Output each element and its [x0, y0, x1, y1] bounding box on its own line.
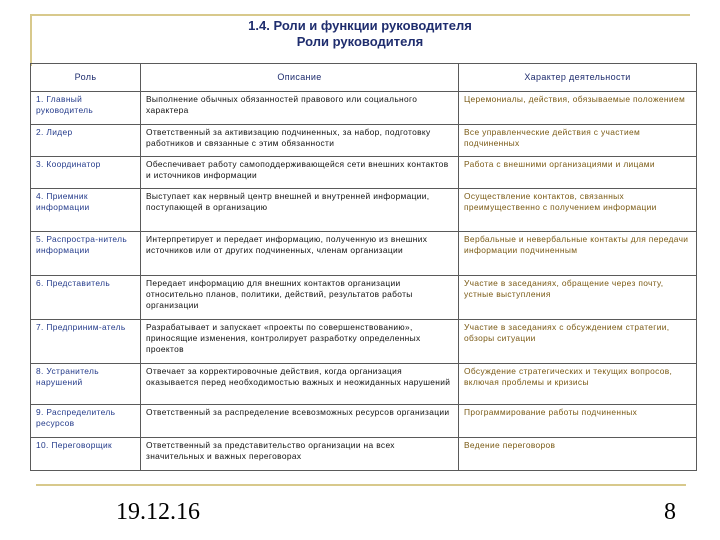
top-rule: [30, 14, 690, 16]
role-cell: 7. Предприним-атель: [31, 320, 141, 364]
table-row: [31, 364, 697, 405]
role-cell: 2. Лидер: [31, 125, 141, 157]
description-cell: Ответственный за активизацию подчиненных, за набор, подготовку работников и связанные с этим обязанности: [141, 125, 459, 157]
description-cell: Передает информацию для внешних контактов организации относительно планов, политики, действий, результатов работы организации: [141, 276, 459, 320]
table-row: [31, 438, 697, 471]
activity-cell: Ведение переговоров: [459, 438, 697, 471]
footer-rule: [36, 484, 686, 486]
description-cell: Отвечает за корректировочные действия, когда организация оказывается перед необходимостью важных и неожиданных нарушений: [141, 364, 459, 405]
role-cell: 9. Распределитель ресурсов: [31, 405, 141, 438]
role-cell: 10. Переговорщик: [31, 438, 141, 471]
role-cell: 8. Устранитель нарушений: [31, 364, 141, 405]
table-row: [31, 125, 697, 157]
activity-cell: Вербальные и невербальные контакты для передачи информации подчиненным: [459, 232, 697, 276]
description-cell: Выполнение обычных обязанностей правового или социального характера: [141, 92, 459, 125]
description-cell: Обеспечивает работу самоподдерживающейся сети внешних контактов и источников информации: [141, 157, 459, 189]
description-cell: Интерпретирует и передает информацию, полученную из внешних источников или от других подчиненных, членам организации: [141, 232, 459, 276]
table-row: [31, 405, 697, 438]
activity-cell: Церемониалы, действия, обязываемые положением: [459, 92, 697, 125]
description-cell: Ответственный за распределение всевозможных ресурсов организации: [141, 405, 459, 438]
activity-cell: Работа с внешними организациями и лицами: [459, 157, 697, 189]
page-number: 8: [664, 499, 676, 525]
table-row: [31, 232, 697, 276]
activity-cell: Обсуждение стратегических и текущих вопросов, включая проблемы и кризисы: [459, 364, 697, 405]
description-cell: Выступает как нервный центр внешней и внутренней информации, поступающей в организацию: [141, 189, 459, 232]
activity-cell: Участие в заседаниях, обращение через почту, устные выступления: [459, 276, 697, 320]
activity-cell: Участие в заседаниях с обсуждением стратегии, обзоры ситуации: [459, 320, 697, 364]
role-cell: 4. Приемник информации: [31, 189, 141, 232]
role-cell: 3. Координатор: [31, 157, 141, 189]
page-title: 1.4. Роли и функции руководителя: [248, 18, 472, 33]
table-row: [31, 157, 697, 189]
table-row: [31, 276, 697, 320]
page-subtitle: Роли руководителя: [296, 34, 424, 49]
description-cell: Ответственный за представительство организации на всех значительных и важных переговорах: [141, 438, 459, 471]
header-description: Описание: [141, 64, 459, 92]
table-row: [31, 320, 697, 364]
roles-table: [30, 63, 697, 471]
header-activity: Характер деятельности: [459, 64, 697, 92]
table-row: [31, 189, 697, 232]
activity-cell: Все управленческие действия с участием подчиненных: [459, 125, 697, 157]
header-role: Роль: [31, 64, 141, 92]
role-cell: 1. Главный руководитель: [31, 92, 141, 125]
role-cell: 5. Распростра-нитель информации: [31, 232, 141, 276]
activity-cell: Осуществление контактов, связанных преимущественно с получением информации: [459, 189, 697, 232]
role-cell: 6. Представитель: [31, 276, 141, 320]
table-row: [31, 92, 697, 125]
footer-date: 19.12.16: [116, 499, 200, 525]
description-cell: Разрабатывает и запускает «проекты по совершенствованию», приносящие изменения, контролирует разработку определенных проектов: [141, 320, 459, 364]
activity-cell: Программирование работы подчиненных: [459, 405, 697, 438]
table-header-row: [31, 64, 697, 92]
title-block: [32, 18, 688, 50]
